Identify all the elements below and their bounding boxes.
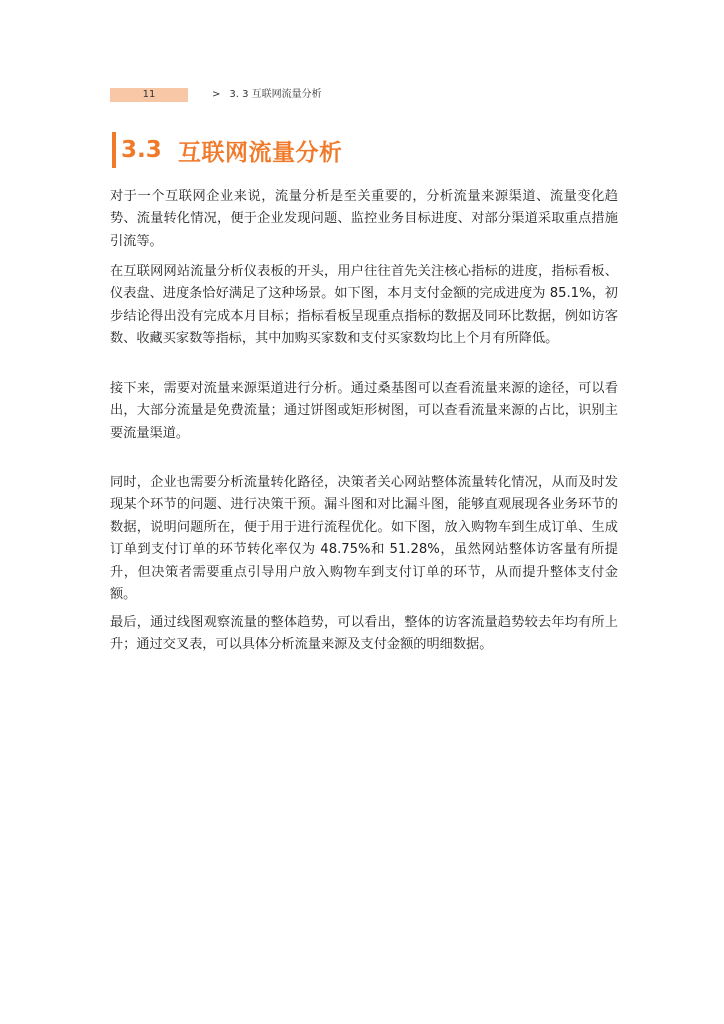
breadcrumb-text: 3. 3 互联网流量分析: [229, 89, 322, 100]
page-number-tab: [110, 88, 188, 102]
section-title: 互联网流量分析: [178, 139, 343, 166]
breadcrumb: [212, 88, 322, 102]
paragraph-dashboard: 在互联网网站流量分析仪表板的开头，用户往往首先关注核心指标的进度，指标看板、仪表盘、进度条恰好满足了这种场景。如下图，本月支付金额的完成进度为 85.1%，初步结论得出没有完成本月目标；指标看板呈现重点指标的数据及同环比数据，例如访客数、收藏买家数等指标，其中加购买家数和支付买家数均比上个月有所降低。: [110, 264, 618, 347]
paragraph-intro: 对于一个互联网企业来说，流量分析是至关重要的，分析流量来源渠道、流量变化趋势、流量转化情况，便于企业发现问题、监控业务目标进度、对部分渠道采取重点措施引流等。: [110, 189, 618, 249]
paragraph-summary: 最后，通过线图观察流量的整体趋势，可以看出，整体的访客流量趋势较去年均有所上升；通过交叉表，可以具体分析流量来源及支付金额的明细数据。: [110, 615, 618, 653]
chevron-right-icon: >: [212, 89, 221, 100]
page-number: 11: [142, 89, 156, 100]
paragraph-conversion: 同时，企业也需要分析流量转化路径，决策者关心网站整体流量转化情况，从而及时发现某个环节的问题、进行决策干预。漏斗图和对比漏斗图，能够直观展现各业务环节的数据，说明问题所在，便于用于进行流程优化。如下图，放入购物车到生成订单、生成订单到支付订单的环节转化率仅为 48.75%和 51.28%，虽然网站整体访客量有所提升，但决策者需要重点引导用户放入购物车到支付订单的环节，从而提升整体支付金额。: [110, 475, 618, 603]
section-number: 3.3: [121, 137, 162, 163]
section-heading: [112, 130, 343, 170]
heading-accent-bar: [112, 132, 116, 168]
paragraph-channels: 接下来，需要对流量来源渠道进行分析。通过桑基图可以查看流量来源的途径，可以看出，大部分流量是免费流量；通过饼图或矩形树图，可以查看流量来源的占比，识别主要流量渠道。: [110, 381, 618, 441]
